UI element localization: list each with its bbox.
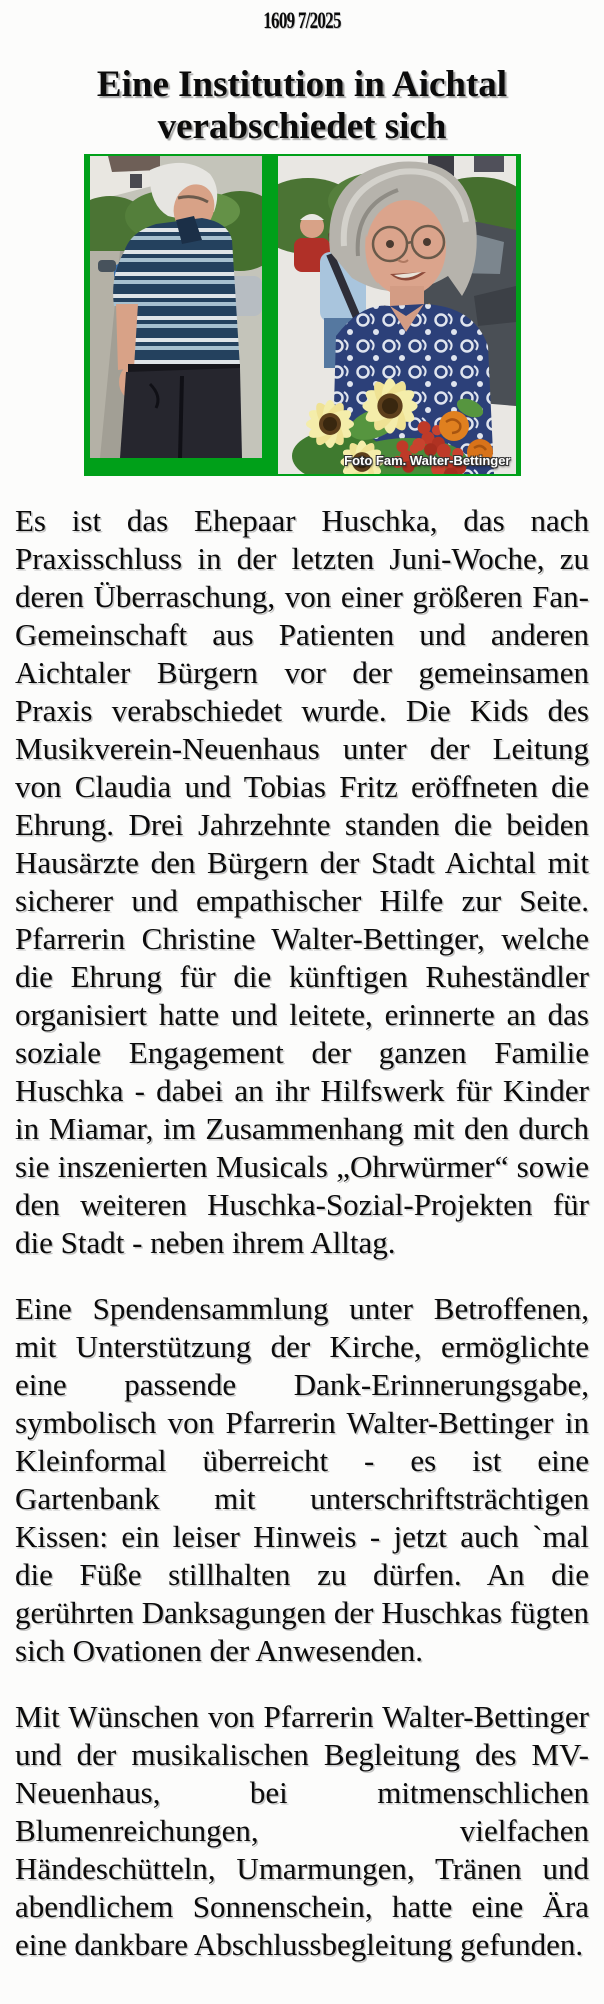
article-title-line2: verabschiedet sich [157, 106, 447, 147]
paragraph-farewell-ceremony: Es ist das Ehepaar Huschka, das nach Praxisschluss in der letzten Juni-Woche, zu deren Überraschung, von einer größeren Fan-Gemeinschaft aus Patienten und anderen Aichtaler Bürgern vor der gemeinsamen Praxis verabschiedet wurde. Die Kids des Musikverein-Neuenhaus unter der Leitung von Claudia und Tobias Fritz eröffneten die Ehrung. Drei Jahrzehnte standen die beiden Hausärzte den Bürgern der Stadt Aichtal mit sicherer und empathischer Hilfe zur Seite. Pfarrerin Christine Walter-Bettinger, welche die Ehrung für die künftigen Ruheständler organisiert hatte und leitete, erinnerte an das soziale Engagement der ganzen Familie Huschka - dabei an ihr Hilfswerk für Kinder in Miamar, im Zusammenhang mit den durch sie inszenierten Musicals „Ohrwürmer“ sowie den weiteren Huschka-Sozial-Projekten für die Stadt - neben ihrem Alltag. [15, 503, 589, 1260]
page-number-and-issue: 1609 7/2025 [263, 8, 341, 33]
photo-collage-green-frame [84, 154, 521, 476]
paragraph-donation-garden-bench: Eine Spendensammlung unter Betroffenen, mit Unterstützung der Kirche, ermöglichte eine passende Dank-Erinnerungsgabe, symbolisch von Pfarrerin Walter-Bettinger in Kleinformal überreicht - es ist eine Gartenbank mit unterschriftsträchtigen Kissen: ein leiser Hinweis - jetzt auch `mal die Füße stillhalten zu dürfen. An die gerührten Danksagungen der Huschkas fügten sich Ovationen der Anwesenden. [15, 1291, 589, 1668]
paragraph-closing-wishes: Mit Wünschen von Pfarrerin Walter-Bettinger und der musikalischen Begleitung des MV-Neuenhaus, bei mitmenschlichen Blumenreichungen, vielfachen Händeschütteln, Umarmungen, Tränen und abendlichem Sonnenschein, hatte eine Ära eine dankbare Abschlussbegleitung gefunden. [15, 1699, 589, 1962]
article-title [10, 64, 594, 148]
photo-left-man-striped-polo [90, 156, 262, 458]
photo-credit-caption: Foto Fam. Walter-Bettinger [344, 453, 511, 468]
article-title-line1: Eine Institution in Aichtal [96, 64, 508, 105]
article-body [15, 502, 589, 1964]
photo-right-woman-bouquet [278, 156, 516, 474]
